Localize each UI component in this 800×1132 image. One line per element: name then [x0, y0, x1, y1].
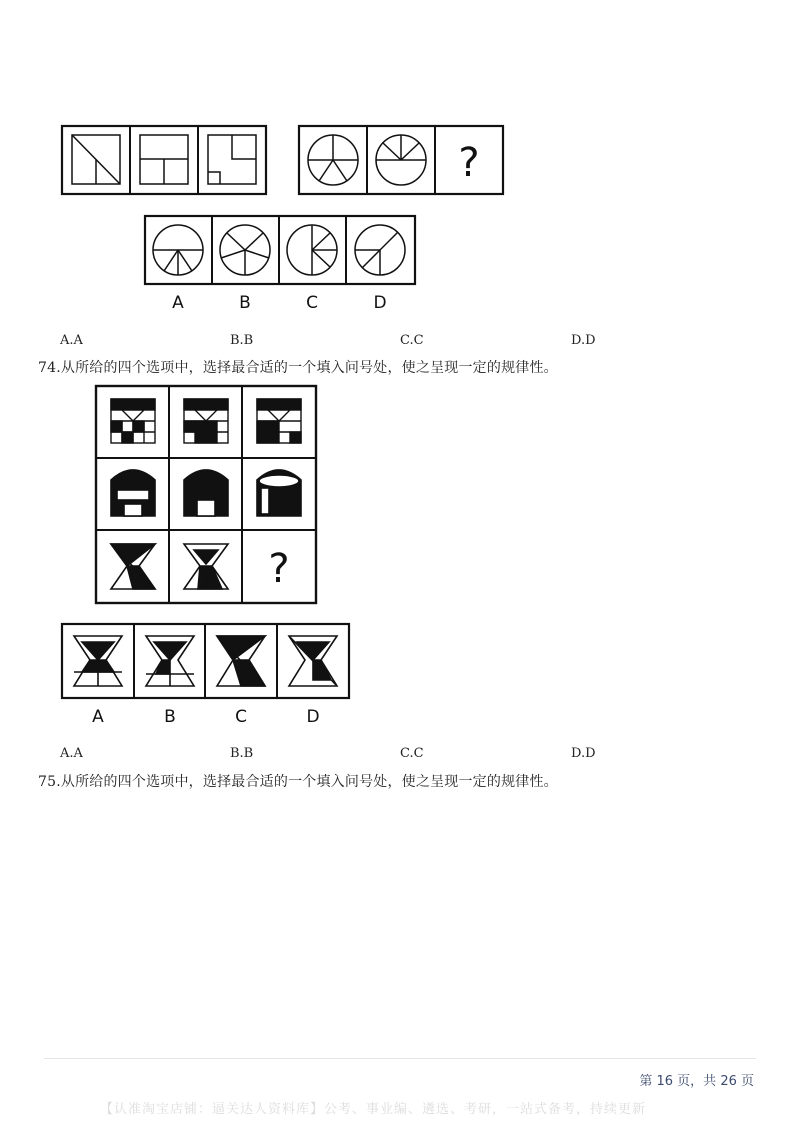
q74-option-letter-d: D: [306, 707, 320, 727]
q73-options-figure: [143, 214, 419, 314]
q74-options-figure: [60, 622, 352, 728]
footer-divider: [44, 1058, 756, 1059]
q75-question-title: 75.从所给的四个选项中，选择最合适的一个填入问号处，使之呈现一定的规律性。: [38, 774, 558, 790]
q73-option-letter-d: D: [373, 293, 387, 313]
q73-option-letter-a: A: [172, 293, 184, 313]
q73-answer-c[interactable]: C.C: [400, 333, 424, 348]
q74-question-title: 74.从所给的四个选项中，选择最合适的一个填入问号处，使之呈现一定的规律性。: [38, 360, 558, 376]
q73-answer-d[interactable]: D.D: [571, 333, 596, 348]
q73-question-figure: [60, 124, 505, 198]
q74-answer-b[interactable]: B.B: [230, 746, 254, 761]
q74-answer-d[interactable]: D.D: [571, 746, 596, 761]
q73-question-mark: ?: [458, 140, 480, 186]
q73-answer-row: [60, 333, 620, 351]
q73-answer-a[interactable]: A.A: [60, 333, 83, 348]
q74-option-letter-c: C: [235, 707, 247, 727]
page-number: 第 16 页，共 26 页: [639, 1074, 754, 1089]
footer-watermark: 【认准淘宝店铺：逼关达人资料库】公考、事业编、遴选、考研，一站式备考，持续更新: [100, 1102, 647, 1117]
q73-option-letter-b: B: [239, 293, 251, 313]
q74-answer-a[interactable]: A.A: [60, 746, 83, 761]
q74-matrix-figure: [94, 384, 318, 606]
q73-answer-b[interactable]: B.B: [230, 333, 254, 348]
q74-answer-c[interactable]: C.C: [400, 746, 424, 761]
q74-option-letter-a: A: [92, 707, 104, 727]
q74-option-letter-b: B: [164, 707, 176, 727]
q73-option-letter-c: C: [306, 293, 318, 313]
q74-question-mark: ?: [268, 546, 290, 592]
q74-answer-row: [60, 746, 620, 764]
